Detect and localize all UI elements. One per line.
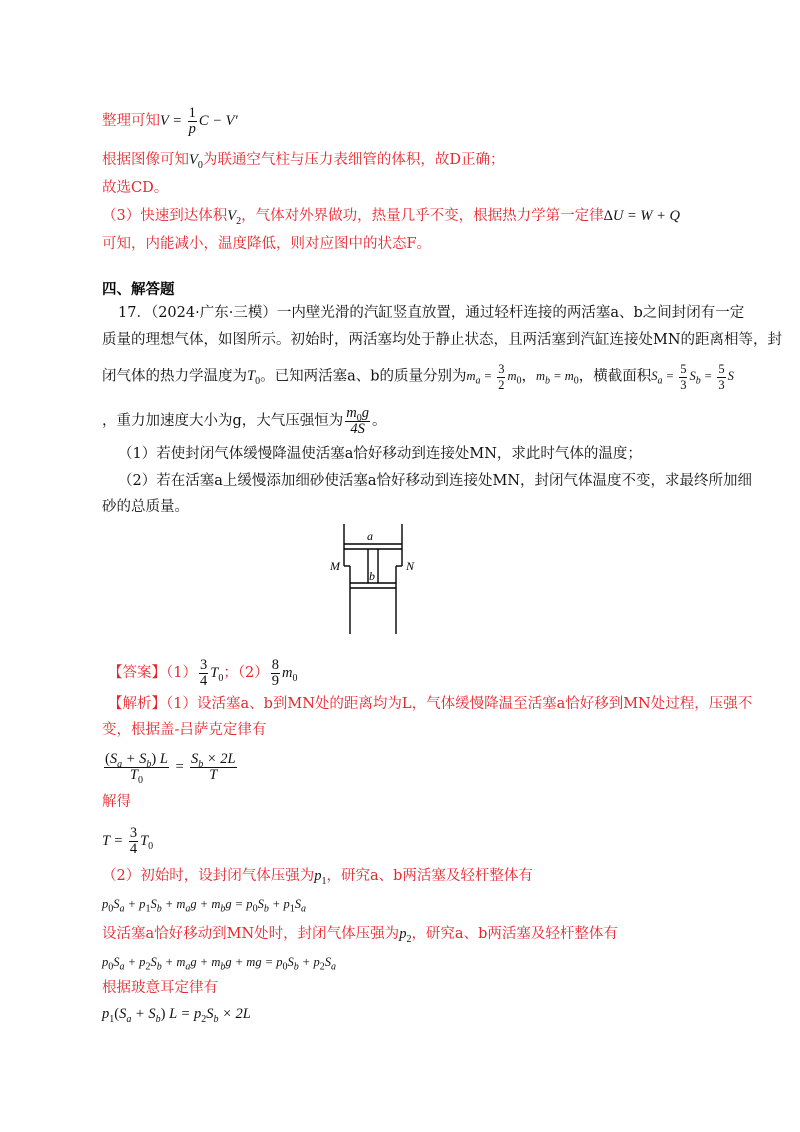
text-segment: 为联通空气柱与压力表细管的体积，故D正确； <box>202 152 505 168</box>
text-line-3: 故选CD。 <box>102 180 169 196</box>
text-segment: ，研究a、b两活塞及轻杆整体有 <box>411 926 618 942</box>
text-segment: 设活塞a恰好移动到MN处时，封闭气体压强为 <box>102 926 400 942</box>
text-segment: 。已知两活塞a、b的质量分别为 <box>260 368 467 385</box>
label-m: M <box>330 559 340 573</box>
label-a: a <box>367 529 373 543</box>
text-segment: 整理可知 <box>102 112 160 129</box>
question-1: （1）若使封闭气体缓慢降温使活塞a恰好移动到连接处MN，求此时气体的温度； <box>118 446 642 462</box>
text-segment: ，横截面积 <box>578 368 652 385</box>
symbol-p1: $p_1$ <box>314 868 327 887</box>
text-segment: ，重力加速度大小为g，大气压强恒为 <box>102 412 344 429</box>
answer-1-value: $\frac{3}{4}$ $T_0$ <box>199 657 224 689</box>
equation-charles: $\frac{(S_a + S_b) L}{T_0}$ = $\frac{S_b \times 2L}{T}$ <box>105 751 236 786</box>
answer-line <box>108 658 298 689</box>
analysis-line-1 <box>108 694 752 714</box>
label-b: b <box>369 569 375 583</box>
text-segment: ； <box>223 664 238 681</box>
analysis-tag: 【解析】 <box>108 696 166 712</box>
equation-temperature: T = $\frac{3}{4}$ $T_0$ <box>102 825 154 857</box>
text-line-2 <box>102 150 504 170</box>
question-2-continued: 砂的总质量。 <box>102 499 189 515</box>
equation-atm-pressure: $\frac{m_0g}{4S}$ <box>346 405 370 437</box>
problem-line-4 <box>102 406 387 437</box>
text-segment: ，研究a、b两活塞及轻杆整体有 <box>326 868 533 884</box>
symbol-p2: $p_2$ <box>399 926 412 945</box>
question-2: （2）若在活塞a上缓慢添加细砂使活塞a恰好移动到连接处MN，封闭气体温度不变，求最终所加细 <box>118 473 753 489</box>
symbol-v0: $V_0$ <box>189 152 203 171</box>
problem-line-3: 闭气体的热力学温度为$T_0$。已知两活塞a、b的质量分别为$m_a$ = $\frac{3}{2}$ $m_0$，$m_b = m_0$，横截面积$S_a$ = $\frac{5}{3}$ $S_b$ = $\frac{5}{3}$ S <box>102 362 734 392</box>
symbol-t0: $T_0$ <box>247 368 261 388</box>
problem-line-1: 17．（2024·广东·三模）一内壁光滑的汽缸竖直放置，通过轻杆连接的两活塞a、b之间封闭有一定 <box>118 305 745 321</box>
equation-first-law: ΔU = W + Q <box>603 208 681 224</box>
problem-line-2: 质量的理想气体，如图所示。初始时，两活塞均处于静止状态，且两活塞到汽缸连接处MN的距离相等，封 <box>102 332 783 348</box>
analysis-line-4 <box>102 924 618 944</box>
text-segment: （3）快速到达体积 <box>102 208 228 224</box>
text-line-1 <box>102 106 238 137</box>
equation-area: $S_a$ = $\frac{5}{3}$ $S_b$ = $\frac{5}{3}$ S <box>651 362 734 392</box>
symbol-v2: $V_2$ <box>227 208 242 227</box>
text-segment: 。 <box>372 412 387 429</box>
analysis-line-2: 变，根据盖-吕萨克定律有 <box>102 722 267 738</box>
answer-tag: 【答案】 <box>108 664 166 681</box>
analysis-line-3 <box>102 866 533 886</box>
section-title: 四、解答题 <box>102 282 175 298</box>
equation-equilibrium-2: $p_0S_a + p_2S_b + m_ag + m_bg$ + mg = $p_0S_b + p_2S_a$ <box>102 955 336 973</box>
text-segment: （1） <box>166 664 197 681</box>
cylinder-figure <box>320 520 430 638</box>
text-segment: （2） <box>237 664 269 681</box>
equation-mb: $m_b = m_0$ <box>536 369 579 387</box>
text-line-4 <box>102 206 680 226</box>
equation-ma: $m_a$ = $\frac{3}{2}$ $m_0$ <box>466 362 522 392</box>
equation-boyle: $p_1(S_a + S_b) L = p_2S_b \times 2L$ <box>102 1006 251 1025</box>
label-n: N <box>406 559 415 573</box>
answer-2-value: $\frac{8}{9}$ $m_0$ <box>271 657 298 689</box>
text-segment: ，气体对外界做功，热量几乎不变，根据热力学第一定律 <box>241 208 604 224</box>
equation-v: V = $\frac{1}{p}$ C − V′ <box>160 105 238 137</box>
text-segment: 根据图像可知 <box>102 152 189 168</box>
text-segment: （2）初始时，设封闭气体压强为 <box>102 868 315 884</box>
analysis-solve: 解得 <box>102 794 131 810</box>
text-segment: 闭气体的热力学温度为 <box>102 368 247 385</box>
text-line-5: 可知，内能减小，温度降低，则对应图中的状态F。 <box>102 236 432 252</box>
equation-equilibrium-1: $p_0S_a + p_1S_b + m_ag + m_bg = p_0S_b + p_1S_a$ <box>102 897 306 915</box>
analysis-boyle: 根据玻意耳定律有 <box>102 980 218 996</box>
text-segment: （1）设活塞a、b到MN处的距离均为L，气体缓慢降温至活塞a恰好移到MN处过程，压强不 <box>166 696 753 712</box>
